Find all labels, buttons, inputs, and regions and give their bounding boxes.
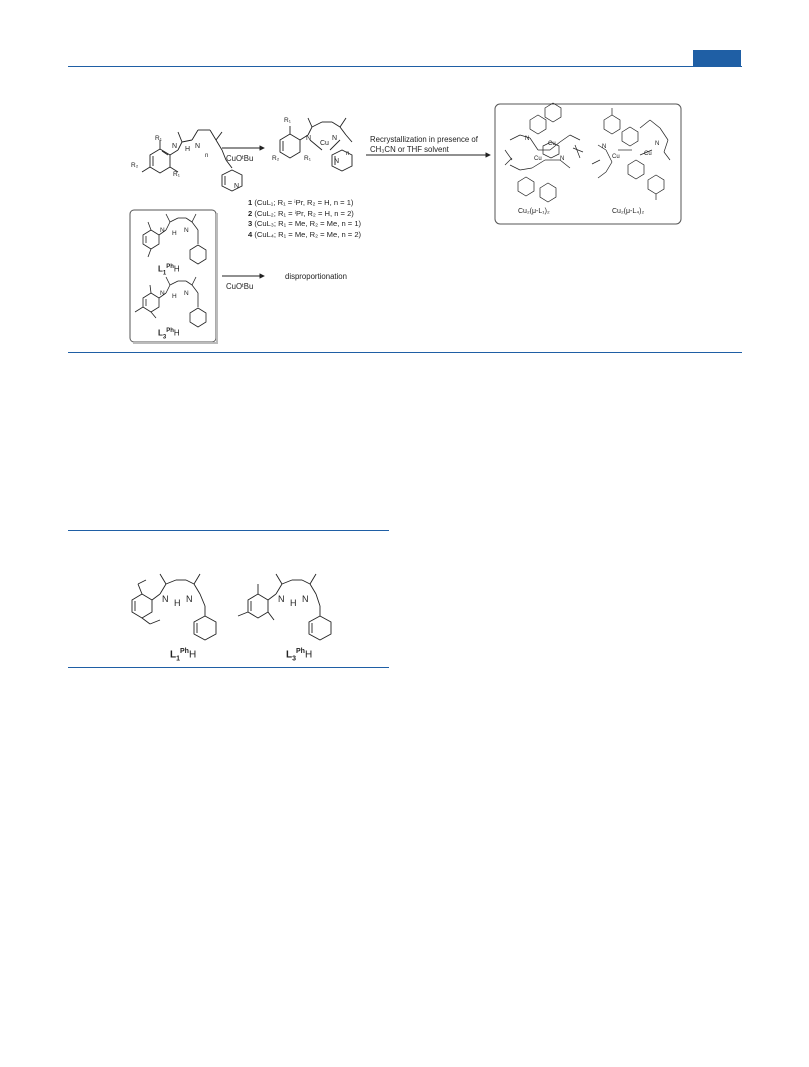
svg-text:Cu: Cu	[548, 141, 556, 147]
compound-item: 4 (CuL₄; R₁ = Me, R₂ = Me, n = 2)	[248, 229, 362, 239]
svg-text:N: N	[655, 141, 660, 147]
svg-text:R₁: R₁	[304, 155, 311, 162]
svg-text:N: N	[602, 144, 607, 150]
svg-text:n: n	[346, 151, 350, 157]
svg-text:N: N	[306, 135, 312, 142]
svg-text:Cu: Cu	[320, 140, 329, 147]
svg-text:N: N	[172, 143, 178, 150]
svg-text:N: N	[195, 143, 201, 150]
compound-item: 2 (CuL₂; R₁ = ⁱPr, R₂ = H, n = 2)	[248, 208, 354, 218]
box-ligand-bottom-label: $L_3^{Ph}H$	[158, 328, 180, 341]
svg-text:N: N	[186, 594, 193, 604]
svg-text:N: N	[525, 136, 530, 142]
svg-text:H: H	[174, 598, 181, 608]
svg-text:R₂: R₂	[272, 155, 280, 162]
ligand-right-label: $L_3^{Ph}H$	[286, 648, 313, 663]
svg-text:Cu: Cu	[644, 151, 652, 157]
reaction-scheme-graphic	[0, 0, 809, 360]
svg-text:N: N	[560, 156, 565, 162]
svg-text:Cu: Cu	[612, 154, 620, 160]
copper-complex-structure	[280, 118, 352, 171]
svg-text:H: H	[185, 146, 191, 153]
svg-text:R₁: R₁	[284, 117, 291, 124]
svg-text:N: N	[302, 594, 309, 604]
svg-text:n: n	[205, 153, 209, 159]
recrystallization-label	[370, 135, 478, 155]
svg-text:N: N	[234, 183, 240, 190]
svg-text:N: N	[278, 594, 285, 604]
svg-text:N: N	[162, 594, 169, 604]
recrystallization-line2: CH₃CN or THF solvent	[370, 145, 449, 154]
recrystallization-line1: Recrystallization in presence of	[370, 135, 478, 144]
box-ligand-top-structure	[143, 214, 206, 264]
svg-text:H: H	[172, 293, 177, 300]
dimer-left-label: Cu₂(μ-L₁)₂	[518, 208, 550, 215]
dimer-box	[495, 104, 681, 224]
box-ligand-bottom-structure	[135, 277, 206, 327]
reagent-label-top: CuOᵗBu	[226, 154, 254, 163]
svg-text:H: H	[172, 230, 177, 237]
svg-text:H: H	[290, 598, 297, 608]
reagent-label-bottom: CuOᵗBu	[226, 282, 254, 291]
compound-item: 1 (CuL₁; R₁ = ⁱPr, R₂ = H, n = 1)	[248, 198, 354, 207]
svg-text:N: N	[334, 158, 340, 165]
ligand-right-structure	[238, 574, 331, 640]
svg-text:R₂: R₂	[131, 162, 139, 169]
dimer-right-structure	[592, 108, 670, 200]
svg-text:N: N	[160, 290, 165, 297]
svg-text:R₁: R₁	[173, 171, 180, 178]
box-ligand-top-label: $L_1^{Ph}H$	[158, 264, 180, 277]
svg-text:N: N	[332, 135, 338, 142]
svg-text:N: N	[160, 227, 165, 234]
svg-text:N: N	[184, 290, 189, 297]
figure-bottom-rule	[68, 667, 389, 668]
svg-text:N: N	[184, 227, 189, 234]
dimer-left-structure	[505, 103, 583, 202]
ligand-left-label: $L_1^{Ph}H$	[170, 648, 197, 663]
figure-top-rule	[68, 530, 389, 531]
svg-text:R₁: R₁	[155, 135, 162, 142]
compound-item: 3 (CuL₃; R₁ = Me, R₂ = Me, n = 1)	[248, 219, 362, 229]
svg-text:Cu: Cu	[534, 156, 542, 162]
compound-list	[248, 198, 361, 240]
ligand-left-structure	[132, 574, 216, 640]
disproportionation-label: disproportionation	[285, 272, 347, 281]
dimer-right-label: Cu₂(μ-L₄)₂	[612, 208, 645, 215]
